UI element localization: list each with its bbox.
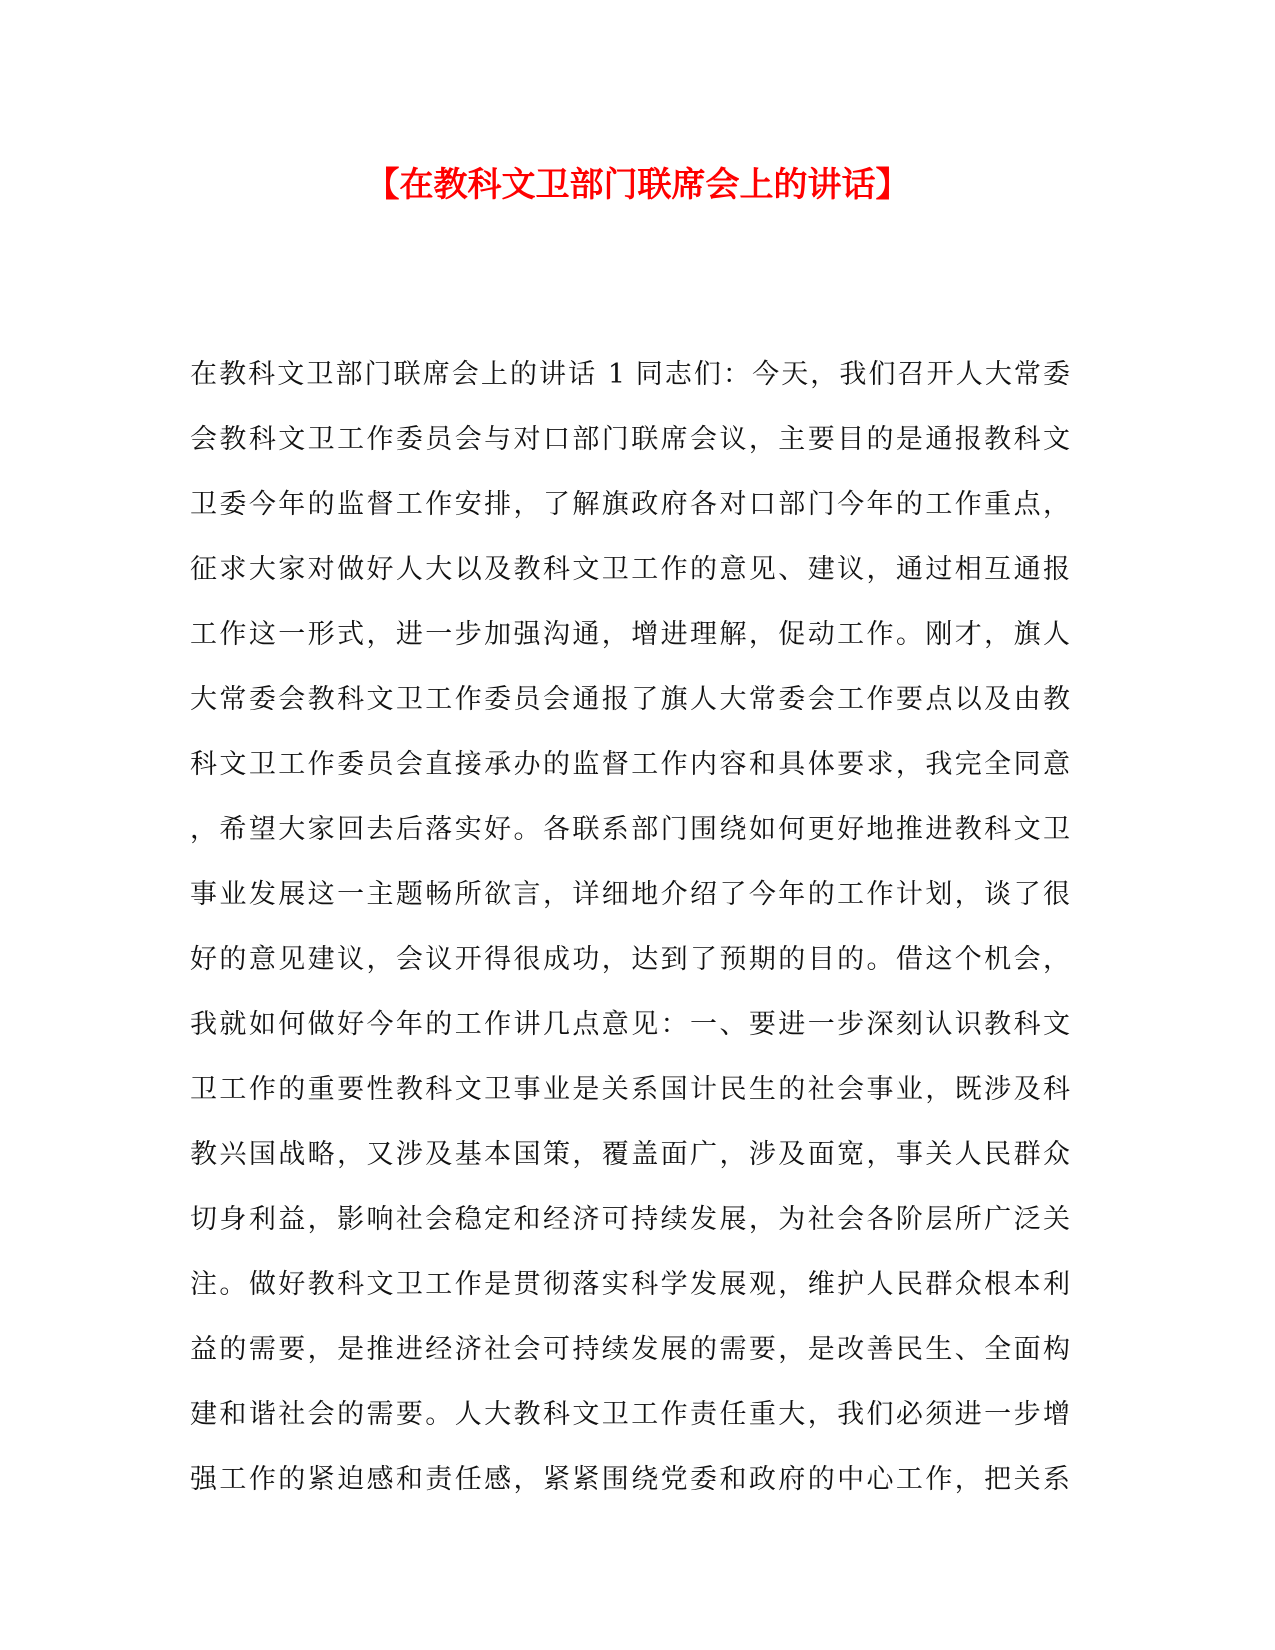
body-line: 益的需要，是推进经济社会可持续发展的需要，是改善民生、全面构 [190,1334,1070,1365]
document-title: 【在教科文卫部门联席会上的讲话】 [365,165,910,205]
body-line: 教兴国战略，又涉及基本国策，覆盖面广，涉及面宽，事关人民群众 [190,1139,1070,1170]
body-line: 卫工作的重要性教科文卫事业是关系国计民生的社会事业，既涉及科 [190,1074,1070,1105]
body-line: 工作这一形式，进一步加强沟通，增进理解，促动工作。刚才，旗人 [190,619,1070,650]
body-line: 科文卫工作委员会直接承办的监督工作内容和具体要求，我完全同意 [190,749,1070,780]
body-line: 征求大家对做好人大以及教科文卫工作的意见、建议，通过相互通报 [190,554,1070,585]
body-line: 强工作的紧迫感和责任感，紧紧围绕党委和政府的中心工作，把关系 [190,1464,1070,1495]
body-line: 在教科文卫部门联席会上的讲话 1 同志们：今天，我们召开人大常委 [190,359,1070,390]
body-line: 会教科文卫工作委员会与对口部门联席会议，主要目的是通报教科文 [190,424,1070,455]
body-line: ，希望大家回去后落实好。各联系部门围绕如何更好地推进教科文卫 [190,814,1070,845]
body-line: 大常委会教科文卫工作委员会通报了旗人大常委会工作要点以及由教 [190,684,1070,715]
body-line: 建和谐社会的需要。人大教科文卫工作责任重大，我们必须进一步增 [190,1399,1070,1430]
body-line: 切身利益，影响社会稳定和经济可持续发展，为社会各阶层所广泛关 [190,1204,1070,1235]
document-body [190,342,1070,1512]
body-line: 我就如何做好今年的工作讲几点意见：一、要进一步深刻认识教科文 [190,1009,1070,1040]
body-line: 注。做好教科文卫工作是贯彻落实科学发展观，维护人民群众根本利 [190,1269,1070,1300]
body-line: 事业发展这一主题畅所欲言，详细地介绍了今年的工作计划，谈了很 [190,879,1070,910]
body-line: 好的意见建议，会议开得很成功，达到了预期的目的。借这个机会， [190,944,1070,975]
body-line: 卫委今年的监督工作安排，了解旗政府各对口部门今年的工作重点， [190,489,1070,520]
